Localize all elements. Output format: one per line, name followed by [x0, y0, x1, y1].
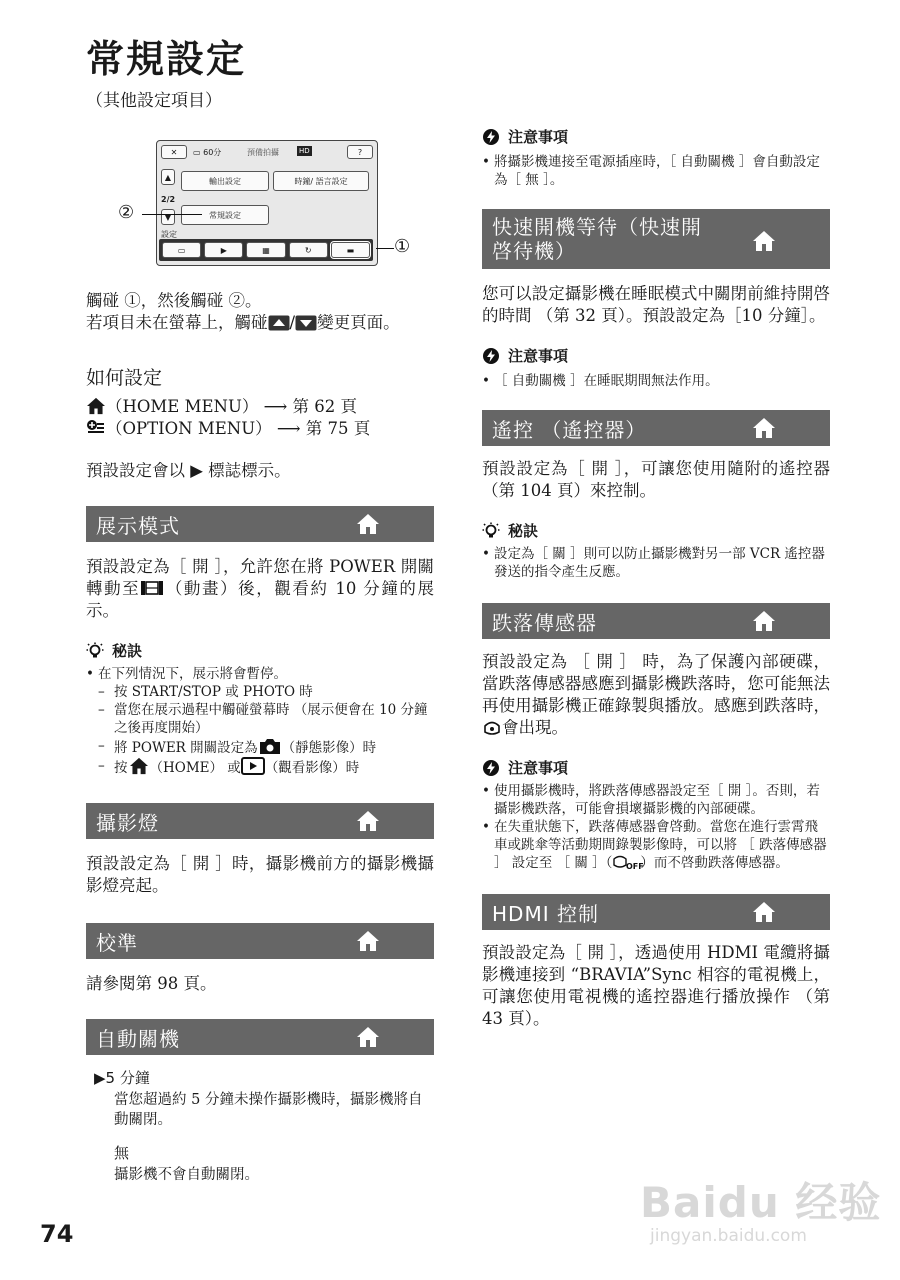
screen-mode: 預備拍攝 [247, 148, 279, 157]
howto-default-line: 預設設定會以 ▶ 標誌標示。 [86, 461, 291, 480]
page-up-icon [268, 315, 290, 337]
right-column [482, 126, 830, 1030]
calibration-header-text: 校準 [96, 930, 138, 955]
tip-power-a: 將 POWER 開關設定為 [114, 740, 258, 756]
quick-start-caution-heading [482, 345, 830, 366]
demo-tip-heading-text: 秘訣 [112, 642, 143, 660]
drop-sensor-caution-item-2: 在失重狀態下，跌落傳感器會啓動。當您在進行雲霄飛車或跳傘等活動期間錄製影像時，可以將 ［ 跌落傳感器 ］ 設定至 ［ 關 ］ [494, 819, 827, 871]
page-number: 74 [40, 1220, 74, 1248]
caution-icon [482, 347, 500, 365]
movie-icon [140, 579, 164, 597]
callout-1: ① [394, 236, 411, 257]
list-item [86, 757, 434, 777]
playback-icon [241, 757, 265, 775]
home-icon [752, 901, 776, 923]
light-paragraph: 預設設定為［ 開 ］時，攝影機前方的攝影機攝影燈亮起。 [86, 854, 434, 895]
caution-item: • 將攝影機連接至電源插座時，［ 自動關機 ］會自動設定為［ 無 ］。 [482, 153, 830, 189]
caution-heading-text: 注意事項 [508, 128, 569, 146]
screen-settings-tab: ▬ [331, 242, 370, 258]
watermark-url: jingyan.baidu.com [650, 1226, 807, 1246]
remote-header-text: 遙控 （遙控器） [492, 417, 647, 442]
auto-off-option-2-title: 無 [114, 1144, 130, 1162]
screen-general-button: 常規設定 [181, 205, 269, 225]
home-icon [356, 1026, 380, 1048]
howto-option-text: （OPTION MENU） ⟶ 第 75 頁 [106, 419, 371, 438]
hdmi-header-text: HDMI 控制 [492, 901, 599, 926]
caution-icon [482, 128, 500, 146]
screen-page-down-button: ▼ [161, 209, 175, 225]
drop-sensor-caution-heading [482, 757, 830, 778]
intro-line-2-c: 變更頁面。 [317, 313, 400, 332]
section-header-quick-start [482, 209, 830, 269]
screen-category-bar [159, 239, 373, 261]
list-item: – 按 START/STOP 或 PHOTO 時 [86, 683, 434, 701]
drop-sensor-paragraph [482, 651, 830, 739]
quick-start-caution-heading-text: 注意事項 [508, 347, 569, 365]
home-icon [128, 757, 150, 775]
list-item: – 當您在展示過程中觸碰螢幕時 （展示便會在 10 分鐘之後再度開始） [86, 701, 434, 737]
drop-sensor-caution-tail-a: （ [605, 855, 613, 871]
drop-sensor-caution-list [482, 782, 830, 872]
screen-camera-tab: ▭ [162, 242, 201, 258]
section-header-drop-sensor [482, 603, 830, 639]
home-icon [356, 810, 380, 832]
quick-start-header-text [492, 215, 702, 263]
drop-sensor-caution-heading-text: 注意事項 [508, 759, 569, 777]
auto-off-option-2-desc: 攝影機不會自動關閉。 [114, 1167, 259, 1183]
howto-option-line [86, 418, 434, 440]
quick-start-caution-item: • ［ 自動關機 ］在睡眠期間無法作用。 [482, 372, 830, 390]
screen-list-tab: ▦ [246, 242, 285, 258]
screen-output-tab: ↻ [289, 242, 328, 258]
screen-help-button: ? [347, 145, 373, 159]
remote-paragraph: 預設設定為［ 開 ］，可讓您使用隨附的遙控器 （第 104 頁）來控制。 [482, 459, 830, 500]
screen-page-up-button: ▲ [161, 169, 175, 185]
home-icon [752, 417, 776, 439]
camera-icon [258, 737, 282, 755]
screen-battery: ▭ 60分 [193, 148, 222, 157]
section-header-calibration [86, 923, 434, 959]
home-icon [86, 397, 106, 415]
lcd-screen [156, 140, 378, 266]
remote-tip-item: • 設定為［ 關 ］則可以防止攝影機對另一部 VCR 遙控器發送的指令產生反應。 [482, 545, 830, 581]
quick-start-header-line-1: 快速開機等待（快速開 [492, 215, 702, 239]
home-icon [752, 230, 776, 252]
intro-line-2-b: / [289, 313, 296, 332]
demo-tip-heading [86, 640, 434, 661]
list-item: • 使用攝影機時，將跌落傳感器設定至［ 開 ］。否則，若攝影機跌落，可能會損壞攝影機的內部硬碟。 [482, 782, 830, 818]
tip-home-a: 按 [114, 760, 128, 776]
drop-sensor-icon [482, 720, 502, 736]
tip-icon [86, 642, 104, 660]
home-icon [752, 610, 776, 632]
section-header-demo [86, 506, 434, 542]
howto-home-line [86, 396, 434, 418]
svg-text:OFF: OFF [626, 862, 645, 871]
intro-line-1: 觸碰 ①，然後觸碰 ②。 [86, 291, 262, 310]
callout-2-line [142, 214, 202, 215]
howto-home-text: （HOME MENU） ⟶ 第 62 頁 [106, 397, 358, 416]
remote-tip-heading [482, 520, 830, 541]
auto-off-header-text: 自動關機 [96, 1026, 180, 1051]
intro-line-2 [86, 312, 434, 337]
list-item [482, 818, 830, 872]
screen-page-indicator: 2/2 [161, 195, 176, 204]
quick-start-paragraph: 您可以設定攝影機在睡眠模式中關閉前維持開啓的時間 （第 32 頁）。預設設定為［10 分鐘］。 [482, 284, 830, 325]
light-header-text: 攝影燈 [96, 810, 159, 835]
left-column [86, 140, 434, 1185]
demo-para-b: （動畫）後，觀看約 10 分鐘的展示。 [86, 579, 434, 620]
intro-line-2-a: 若項目未在螢幕上，觸碰 [86, 313, 268, 332]
tip-home-b: （HOME） 或 [149, 760, 241, 776]
watermark-logo: Baidu 经验 [640, 1178, 882, 1227]
section-header-auto-off [86, 1019, 434, 1055]
demo-tip-list [86, 665, 434, 777]
screen-close-button: ✕ [161, 145, 187, 159]
demo-tip-intro: • 在下列情況下，展示將會暫停。 [86, 665, 434, 683]
drop-sensor-header-text: 跌落傳感器 [492, 610, 597, 635]
calibration-paragraph: 請參閱第 98 頁。 [86, 974, 217, 993]
page-subtitle: （其他設定項目） [86, 91, 222, 111]
caution-icon [482, 759, 500, 777]
remote-tip-heading-text: 秘訣 [508, 522, 539, 540]
screen-battery-text: 60分 [203, 148, 222, 157]
option-icon [86, 419, 106, 437]
screen-illustration [86, 140, 434, 272]
demo-header-text: 展示模式 [96, 513, 180, 538]
list-item [86, 737, 434, 757]
page-down-icon [295, 315, 317, 337]
screen-quality-badge: HD [299, 147, 310, 155]
hdmi-paragraph: 預設設定為［ 開 ］，透過使用 HDMI 電纜將攝影機連接到 “BRAVIA”Sync 相容的電視機上，可讓您使用電視機的遙控器進行播放操作 （第 43 頁）。 [482, 943, 830, 1028]
screen-output-button: 輸出設定 [181, 171, 269, 191]
auto-off-option-1-desc: 當您超過約 5 分鐘未操作攝影機時，攝影機將自動關閉。 [114, 1092, 423, 1128]
home-icon [356, 513, 380, 535]
section-header-remote [482, 410, 830, 446]
screen-settings-label: 設定 [161, 230, 177, 239]
demo-para-a: 預設設定為［ 開 ］，允許您在將 POWER 開關轉動至 [86, 557, 434, 598]
caution-heading [482, 126, 830, 147]
section-header-light [86, 803, 434, 839]
quick-start-header-line-2: 啓待機） [492, 239, 576, 263]
drop-sensor-para-b: 會出現。 [502, 718, 568, 737]
page-title: 常規設定 [86, 37, 247, 81]
tip-icon [482, 522, 500, 540]
screen-play-tab: ▶ [204, 242, 243, 258]
drop-sensor-caution-tail-b: ）而不啓動跌落傳感器。 [640, 855, 789, 871]
callout-1-line [376, 248, 394, 249]
tip-home-c: （觀看影像）時 [264, 760, 360, 776]
demo-paragraph [86, 556, 434, 622]
tip-power-b: （靜態影像）時 [281, 740, 377, 756]
drop-sensor-off-icon [612, 854, 645, 871]
section-header-hdmi [482, 894, 830, 930]
drop-sensor-para-a: 預設設定為 ［ 開 ］ 時，為了保護內部硬碟，當跌落傳感器感應到攝影機跌落時，您可能無法再使用攝影機正確錄製與播放。感應到跌落時， [482, 652, 830, 715]
auto-off-option-1-title: ▶5 分鐘 [94, 1069, 150, 1087]
howto-heading: 如何設定 [86, 367, 163, 389]
screen-clock-button: 時鐘/ 語言設定 [273, 171, 369, 191]
callout-2: ② [118, 202, 135, 223]
home-icon [356, 930, 380, 952]
